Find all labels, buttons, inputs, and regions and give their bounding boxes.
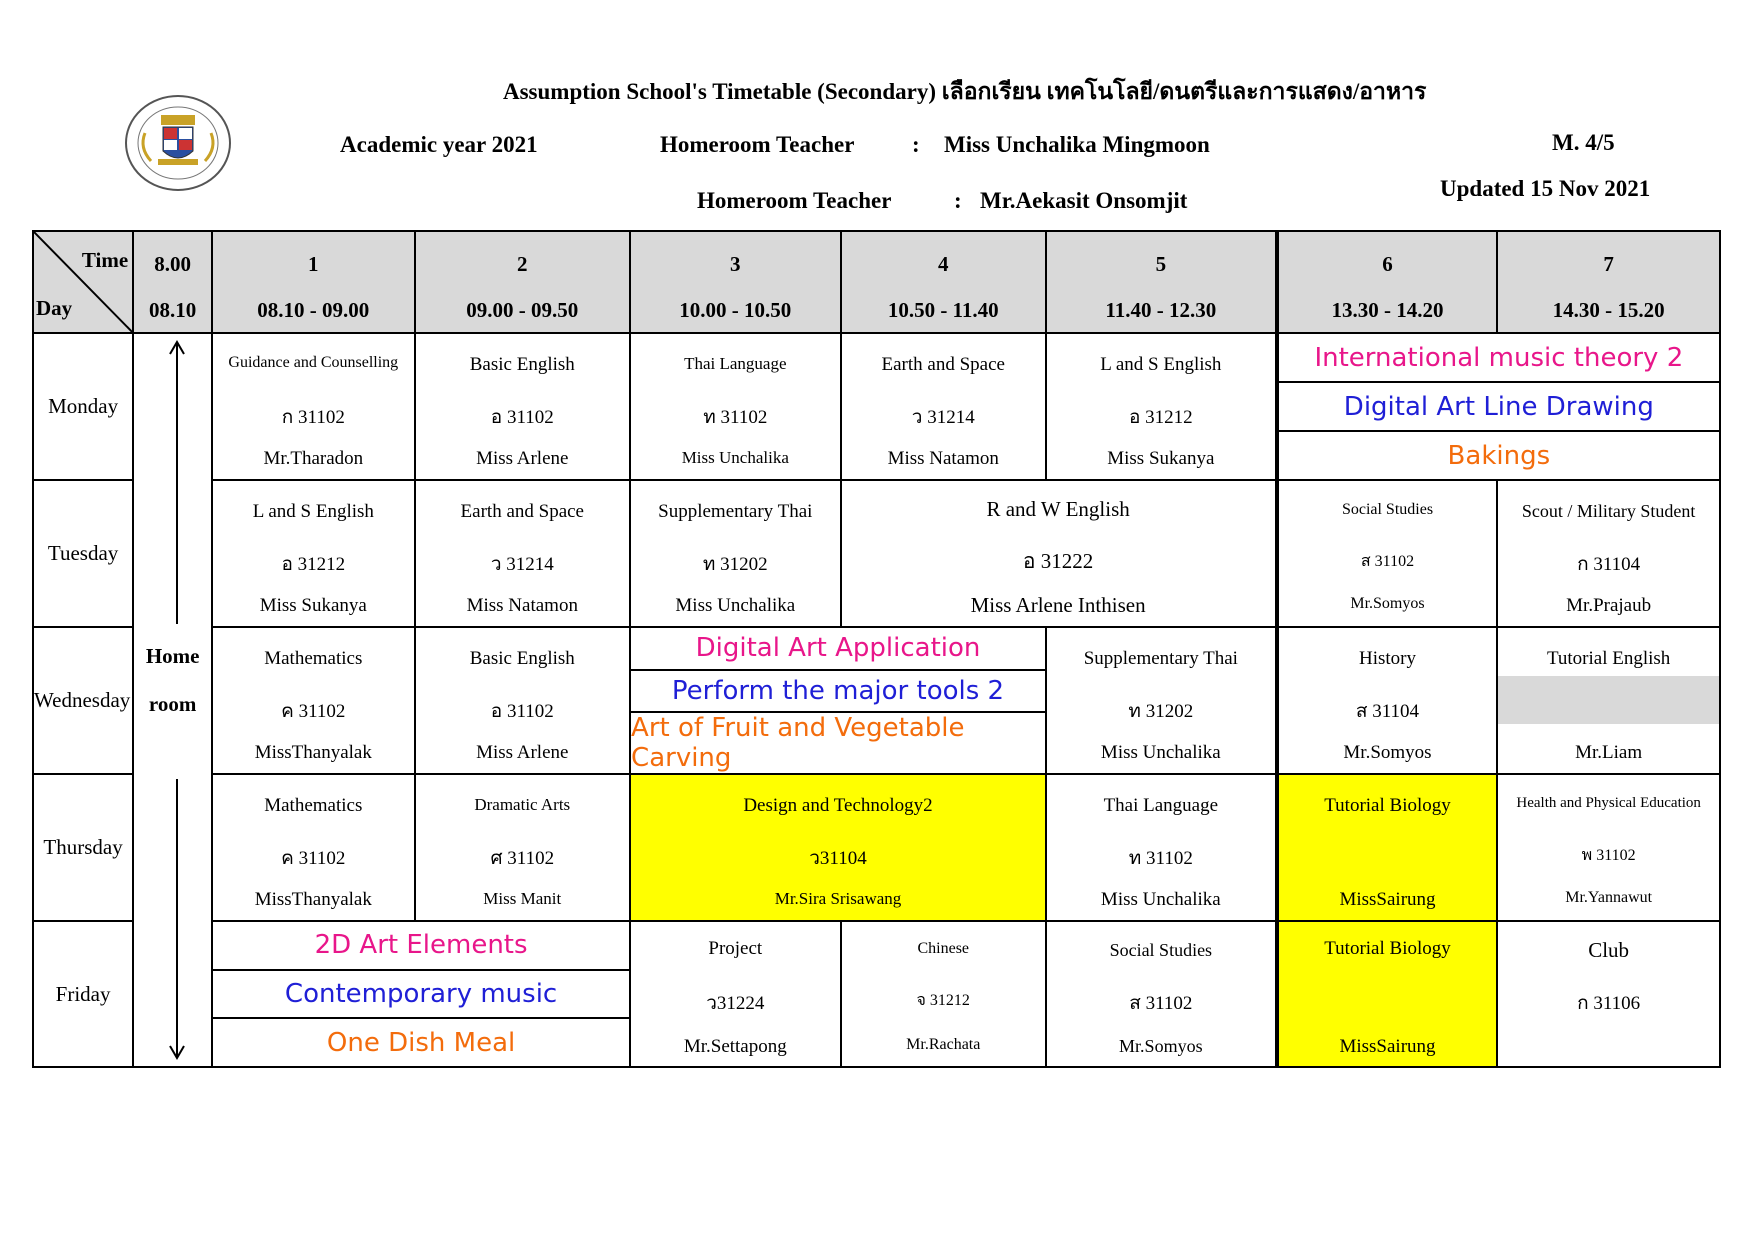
period-time: 13.30 - 14.20 [1331, 298, 1444, 322]
subject: Project [708, 938, 763, 959]
subject-code: ส 31102 [1129, 993, 1193, 1014]
class-cell[interactable] [1497, 627, 1720, 774]
period-number: 1 [308, 252, 319, 276]
subject-code: ค 31102 [281, 701, 346, 722]
subject-code: ก 31104 [1577, 554, 1641, 575]
subject-code: ท 31102 [703, 407, 768, 428]
class-cell[interactable] [841, 480, 1277, 627]
page-title: Assumption School's Timetable (Secondary) เลือกเรียน เทคโนโลยี/ดนตรีและการแสดง/อาหาร [503, 79, 1427, 104]
teacher: Miss Unchalika [681, 448, 789, 467]
period-header-0 [133, 231, 212, 333]
subject-code: อ 31102 [490, 407, 554, 428]
class-cell[interactable] [841, 333, 1046, 480]
homeroom-teacher-label-2: Homeroom Teacher [697, 188, 892, 213]
subject: Basic English [469, 648, 575, 669]
subject-code: ท 31202 [1128, 701, 1194, 722]
period-time: 09.00 - 09.50 [466, 298, 579, 322]
subject: Guidance and Counselling [228, 354, 399, 371]
period-time: 10.00 - 10.50 [679, 298, 792, 322]
elective-option: Bakings [1447, 440, 1551, 471]
class-code: M. 4/5 [1552, 130, 1615, 155]
elective-option: International music theory 2 [1279, 334, 1719, 383]
subject-code: ก 31106 [1577, 993, 1641, 1014]
period-number: 2 [517, 252, 528, 276]
class-cell[interactable] [1046, 333, 1277, 480]
day-cell-wednesday [33, 627, 133, 774]
period-header-6 [1277, 231, 1498, 333]
elective-cell[interactable] [630, 627, 1046, 774]
subject: Earth and Space [460, 501, 584, 522]
period-header-7 [1497, 231, 1720, 333]
subject: Supplementary Thai [1083, 648, 1238, 669]
subject-code: ส 31104 [1355, 701, 1420, 722]
teacher: Miss Sukanya [1107, 448, 1215, 469]
class-cell[interactable] [1046, 627, 1277, 774]
colon-2: : [954, 188, 962, 213]
class-cell[interactable] [1497, 480, 1720, 627]
class-cell[interactable] [415, 480, 631, 627]
class-cell[interactable] [212, 480, 414, 627]
teacher: Miss Unchalika [1100, 742, 1221, 763]
teacher: MissSairung [1339, 889, 1436, 910]
teacher: Mr.Tharadon [263, 448, 364, 469]
subject-code: ว31224 [706, 993, 765, 1014]
class-cell[interactable] [630, 333, 840, 480]
time-label: Time [81, 248, 129, 272]
school-logo [123, 93, 233, 193]
subject: Club [1588, 938, 1630, 962]
class-cell[interactable] [630, 480, 840, 627]
class-cell[interactable] [415, 627, 631, 774]
elective-cell[interactable] [1277, 333, 1720, 480]
class-cell[interactable] [1277, 774, 1498, 921]
teacher: Miss Natamon [887, 448, 999, 469]
class-cell[interactable] [841, 921, 1046, 1067]
period-header-4 [841, 231, 1046, 333]
teacher: Miss Arlene Inthisen [970, 593, 1146, 617]
teacher: MissThanyalak [254, 889, 372, 910]
class-cell[interactable] [212, 774, 414, 921]
class-cell[interactable] [1497, 774, 1720, 921]
period-time: 14.30 - 15.20 [1552, 298, 1665, 322]
subject: Basic English [469, 354, 575, 375]
subject-code: ส 31102 [1360, 553, 1415, 570]
academic-year: Academic year 2021 [340, 132, 538, 157]
elective-option: Contemporary music [213, 971, 629, 1020]
subject-code: ศ 31102 [490, 848, 555, 869]
period-number: 7 [1603, 252, 1614, 276]
class-cell[interactable] [1046, 774, 1277, 921]
subject: R and W English [986, 497, 1130, 521]
subject: Thai Language [1103, 795, 1219, 816]
teacher: Miss Arlene [476, 448, 569, 469]
subject: L and S English [252, 501, 374, 522]
subject: Tutorial Biology [1324, 938, 1451, 959]
subject: Tutorial Biology [1324, 795, 1451, 816]
subject-code: พ 31102 [1581, 847, 1636, 864]
subject-code: ว 31214 [490, 554, 554, 575]
gray-band [1498, 676, 1719, 724]
day-name: Thursday [43, 835, 123, 859]
elective-cell[interactable] [212, 921, 630, 1067]
teacher: Miss Arlene [476, 742, 569, 763]
homeroom-teacher-name-1: Miss Unchalika Mingmoon [944, 132, 1210, 157]
day-cell-monday [33, 333, 133, 480]
period-number: 6 [1382, 252, 1393, 276]
day-name: Friday [55, 982, 111, 1006]
teacher: Miss Manit [483, 889, 562, 908]
subject: Scout / Military Student [1521, 501, 1696, 521]
subject-code: อ 31102 [490, 701, 554, 722]
subject: Mathematics [264, 648, 363, 669]
class-cell[interactable] [1046, 921, 1277, 1067]
subject: L and S English [1100, 354, 1222, 375]
teacher: Mr.Yannawut [1565, 889, 1653, 906]
teacher: Miss Unchalika [675, 595, 796, 616]
subject: Mathematics [264, 795, 363, 816]
period-number: 5 [1155, 252, 1167, 276]
teacher: Mr.Liam [1575, 742, 1643, 763]
period-number: 3 [730, 252, 741, 276]
subject: Chinese [917, 940, 970, 957]
subject: Design and Technology2 [743, 795, 933, 816]
period-header-3 [630, 231, 840, 333]
class-cell[interactable] [1277, 921, 1498, 1067]
period-time: 10.50 - 11.40 [887, 298, 999, 322]
day-name: Wednesday [34, 688, 131, 712]
teacher: MissSairung [1339, 1036, 1436, 1057]
class-cell[interactable] [212, 333, 414, 480]
class-cell[interactable] [630, 921, 840, 1067]
subject-code: ว31104 [809, 848, 867, 869]
day-label: Day [36, 296, 73, 320]
subject: History [1358, 648, 1416, 669]
day-cell-thursday [33, 774, 133, 921]
elective-option: Perform the major tools 2 [631, 671, 1045, 714]
subject: Thai Language [684, 354, 787, 373]
day-cell-friday [33, 921, 133, 1067]
day-name: Monday [48, 394, 119, 418]
teacher: Miss Sukanya [259, 595, 367, 616]
class-cell[interactable] [630, 774, 1046, 921]
class-cell[interactable] [1497, 921, 1720, 1067]
period-header-2 [415, 231, 631, 333]
period-header-1 [212, 231, 414, 333]
class-cell[interactable] [1277, 480, 1498, 627]
subject-code: อ 31222 [1022, 549, 1094, 573]
subject: Earth and Space [881, 354, 1005, 375]
period-time: 08.10 - 09.00 [257, 298, 370, 322]
subject: Social Studies [1109, 940, 1213, 960]
timetable [32, 230, 1721, 1068]
teacher: Mr.Prajaub [1566, 595, 1652, 616]
period-header-5 [1046, 231, 1277, 333]
teacher: Mr.Somyos [1119, 1036, 1203, 1056]
subject-code: ค 31102 [281, 848, 346, 869]
subject-code: ว 31214 [911, 407, 975, 428]
teacher: Mr.Settapong [683, 1036, 787, 1057]
teacher: Miss Natamon [466, 595, 578, 616]
subject: Social Studies [1341, 501, 1434, 518]
class-cell[interactable] [1277, 627, 1498, 774]
elective-option: Digital Art Line Drawing [1279, 383, 1719, 432]
class-cell[interactable] [415, 333, 631, 480]
period-number: 4 [937, 252, 949, 276]
class-cell[interactable] [415, 774, 631, 921]
subject: Health and Physical Education [1516, 795, 1701, 811]
elective-option: One Dish Meal [326, 1027, 516, 1058]
subject-code: จ 31212 [916, 992, 970, 1009]
period-time: 11.40 - 12.30 [1105, 298, 1217, 322]
class-cell[interactable] [212, 627, 414, 774]
subject-code: ท 31202 [702, 554, 768, 575]
teacher: Mr.Rachata [906, 1036, 981, 1053]
subject-code: ก 31102 [281, 407, 345, 428]
elective-option: 2D Art Elements [213, 922, 629, 971]
subject: Supplementary Thai [658, 501, 813, 522]
subject: Tutorial English [1546, 648, 1671, 669]
period-number: 8.00 [154, 252, 192, 276]
homeroom-teacher-name-2: Mr.Aekasit Onsomjit [980, 188, 1188, 213]
day-name: Tuesday [47, 541, 119, 565]
teacher: Mr.Somyos [1350, 595, 1425, 612]
updated-date: Updated 15 Nov 2021 [1440, 176, 1651, 201]
period-time: 08.10 [149, 298, 197, 322]
subject-code: ท 31102 [1128, 848, 1193, 869]
homeroom-label-line1: Home [145, 644, 200, 668]
homeroom-teacher-label-1: Homeroom Teacher [660, 132, 855, 157]
elective-option: Digital Art Application [631, 628, 1045, 671]
day-cell-tuesday [33, 480, 133, 627]
teacher: Miss Unchalika [1100, 889, 1221, 910]
subject-code: อ 31212 [1128, 407, 1193, 428]
subject: Dramatic Arts [474, 795, 571, 814]
corner-header [33, 231, 133, 333]
teacher: Mr.Somyos [1343, 742, 1432, 763]
colon-1: : [912, 132, 920, 157]
teacher: MissThanyalak [254, 742, 372, 763]
elective-option: Art of Fruit and Vegetable Carving [631, 713, 965, 773]
subject-code: อ 31212 [281, 554, 346, 575]
homeroom-column [133, 333, 212, 1067]
homeroom-label-line2: room [148, 692, 197, 716]
teacher: Mr.Sira Srisawang [774, 889, 902, 908]
